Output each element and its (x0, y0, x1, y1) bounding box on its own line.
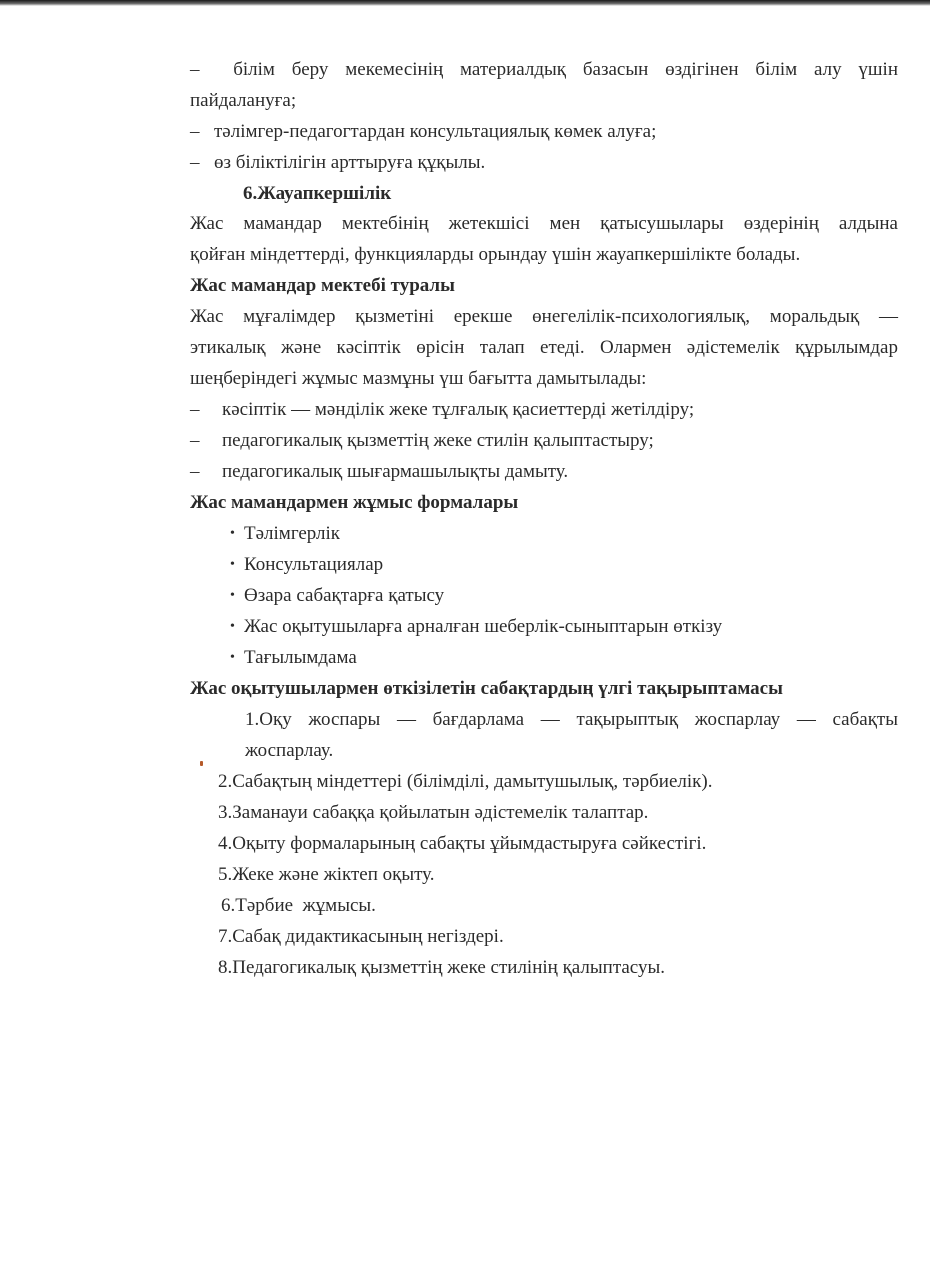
responsibility-text-1: Жас мамандар мектебінің жетекшісі мен қатысушылары өздерінің алдына (190, 213, 898, 234)
forms-item-2-text: Консультациялар (244, 554, 384, 575)
dash-marker: – (190, 152, 200, 173)
forms-heading-text: Жас мамандармен жұмыс формалары (190, 492, 519, 513)
responsibility-text-2: қойған міндеттерді, функцияларды орындау үшін жауапкершілікте болады. (190, 244, 801, 265)
forms-item-5 (230, 646, 357, 672)
forms-item-5-text: Тағылымдама (244, 647, 357, 668)
responsibility-line-2 (190, 243, 800, 267)
forms-item-2 (230, 553, 383, 579)
topics-item-7 (218, 925, 504, 949)
topics-item-1-line-1 (245, 708, 898, 732)
forms-item-4-text: Жас оқытушыларға арналған шеберлік-сыныптарын өткізу (244, 616, 723, 637)
forms-heading (190, 491, 518, 515)
forms-item-1-text: Тәлімгерлік (244, 523, 341, 544)
topics-heading-text: Жас оқытушылармен өткізілетін сабақтардың үлгі тақырыптамасы (190, 678, 783, 699)
rights-item-1-text: білім беру мекемесінің материалдық базасын өздігінен білім алу үшін (233, 59, 899, 80)
topics-item-1-line-2 (245, 739, 333, 763)
responsibility-heading-text: 6.Жауапкершілік (243, 183, 392, 204)
bullet-marker: • (230, 526, 235, 541)
topics-item-2 (218, 770, 712, 794)
about-text-1: Жас мұғалімдер қызметіні ерекше өнегелілік-психологиялық, моральдық — (190, 306, 898, 327)
about-item-3 (190, 460, 568, 484)
rights-item-3-text: өз біліктілігін арттыруға құқылы. (214, 152, 486, 173)
topics-item-2-text: 2.Сабақтың міндеттері (білімділі, дамытушылық, тәрбиелік). (218, 771, 713, 792)
topics-item-7-text: 7.Сабақ дидактикасының негіздері. (218, 926, 504, 947)
forms-item-1 (230, 522, 340, 548)
bullet-marker: • (230, 650, 235, 665)
rights-item-1-line-2 (190, 89, 296, 113)
about-item-1-text: кәсіптік — мәнділік жеке тұлғалық қасиеттерді жетілдіру; (222, 399, 695, 420)
rights-item-2-text: тәлімгер-педагогтардан консультациялық көмек алуға; (214, 121, 657, 142)
dash-marker: – (190, 430, 200, 451)
dash-marker: – (190, 121, 200, 142)
rights-item-3 (190, 151, 485, 175)
topics-item-3-text: 3.Заманауи сабаққа қойылатын әдістемелік талаптар. (218, 802, 649, 823)
responsibility-line-1 (190, 212, 898, 236)
topics-item-4-text: 4.Оқыту формаларының сабақты ұйымдастыруға сәйкестігі. (218, 833, 707, 854)
bullet-marker: • (230, 557, 235, 572)
rights-item-1-line-1 (190, 58, 898, 82)
forms-item-3 (230, 584, 444, 610)
about-line-1 (190, 305, 898, 329)
about-item-3-text: педагогикалық шығармашылықты дамыту. (222, 461, 569, 482)
about-heading-text: Жас мамандар мектебі туралы (190, 275, 455, 296)
topics-item-6 (221, 894, 376, 918)
dash-marker: – (190, 399, 200, 420)
about-item-2 (190, 429, 654, 453)
dash-marker: – (190, 59, 200, 80)
topics-item-1-text: 1.Оқу жоспары — бағдарлама — тақырыптық жоспарлау — сабақты (245, 709, 898, 730)
about-heading (190, 274, 455, 298)
bullet-marker: • (230, 588, 235, 603)
topics-item-4 (218, 832, 706, 856)
topics-item-3 (218, 801, 648, 825)
about-text-3: шеңберіндегі жұмыс мазмұны үш бағытта дамытылады: (190, 368, 647, 389)
about-item-2-text: педагогикалық қызметтің жеке стилін қалыптастыру; (222, 430, 654, 451)
dash-marker: – (190, 461, 200, 482)
responsibility-heading (243, 182, 391, 206)
about-item-1 (190, 398, 694, 422)
bullet-marker: • (230, 619, 235, 634)
topics-item-5-text: 5.Жеке және жіктеп оқыту. (218, 864, 435, 885)
topics-item-8 (218, 956, 665, 980)
rights-item-1-cont: пайдалануға; (190, 90, 297, 111)
forms-item-3-text: Өзара сабақтарға қатысу (244, 585, 445, 606)
topics-item-6-text: 6.Тәрбие жұмысы. (221, 895, 376, 916)
about-line-2 (190, 336, 898, 360)
topics-heading (190, 677, 783, 701)
about-line-3 (190, 367, 646, 391)
topics-item-5 (218, 863, 435, 887)
topics-item-1-cont: жоспарлау. (245, 740, 334, 761)
rights-item-2 (190, 120, 656, 144)
forms-item-4 (230, 615, 722, 641)
about-text-2: этикалық және кәсіптік өрісін талап етеді. Олармен әдістемелік құрылымдар (190, 337, 898, 358)
topics-item-8-text: 8.Педагогикалық қызметтің жеке стилінің қалыптасуы. (218, 957, 665, 978)
